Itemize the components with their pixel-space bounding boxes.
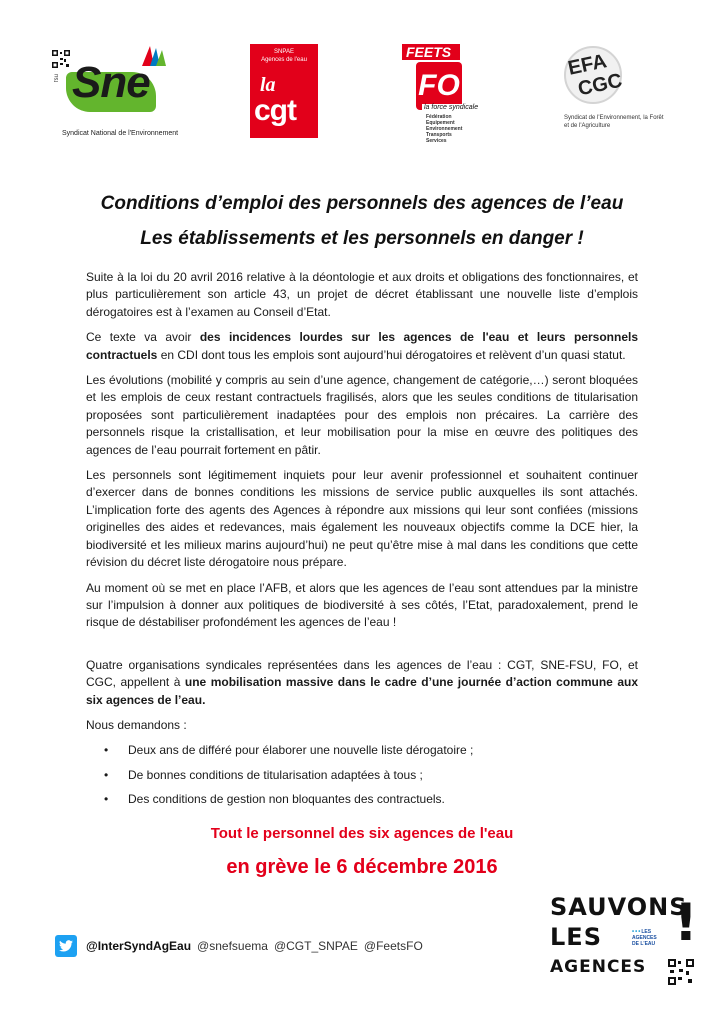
efa-caption: Syndicat de l'Environnement, la Forêt et de l'Agriculture — [564, 115, 664, 129]
union-logos — [0, 40, 724, 144]
campaign-logo — [550, 893, 700, 993]
demands-list — [104, 742, 638, 808]
feets-info: Fédération Equipement Environnement Transports Services — [426, 114, 463, 144]
strike-date: en grève le 6 décembre 2016 — [226, 856, 498, 878]
twitter-handle[interactable]: @FeetsFO — [363, 939, 423, 953]
document-title: Conditions d’emploi des personnels des agences de l’eau — [100, 193, 624, 214]
fo-slogan: la force syndicale — [424, 104, 479, 111]
list-item: • Des conditions de gestion non bloquantes des contractuels. — [104, 791, 638, 808]
sne-side-text: fsu — [54, 74, 60, 83]
spacer — [86, 640, 638, 657]
agences-eau-mini-logo: •••LES AGENCES DE L'EAU — [632, 929, 657, 947]
sne-logo — [52, 44, 179, 140]
fo-wordmark: FO — [416, 62, 462, 110]
cgt-top-text: SNPAE Agences de l'eau — [261, 49, 307, 63]
exclamation-mark: ! — [674, 893, 698, 953]
cgt-wordmark: cgt — [254, 94, 296, 127]
campaign-line: LES — [550, 923, 602, 951]
paragraph: Quatre organisations syndicales représentées dans les agences de l’eau : CGT, SNE-FSU, FO, et CGC, appellent à une mobilisation massive dans le cadre d’une journée d’action commune aux six agences de l’eau. — [86, 657, 639, 707]
qr-code-icon — [52, 50, 70, 68]
efa-wordmark: EFA — [566, 50, 609, 80]
paragraph: Les évolutions (mobilité y compris au sein d’une agence, changement de catégorie,…) seront bloquées et les emplois de ceux restant contractuels fragilisés, alors que les seules conditions de titularisation proposées sont particulièrement inadaptées pour des emplois non précaires. La carrière des personnels risque la cristallisation, et leur mobilisation pour la mise en œuvre des politiques des agences de l’eau pourrait fortement en pâtir. — [86, 373, 638, 457]
list-item: • Deux ans de différé pour élaborer une nouvelle liste dérogatoire ; — [104, 742, 638, 759]
paragraph: Suite à la loi du 20 avril 2016 relative à la déontologie et aux droits et obligations des fonctionnaires, et plus particulièrement son article 43, un projet de décret établissant une nouvelle liste d’emplois dérogatoires est à l’examen au Conseil d’Etat. — [86, 270, 638, 319]
cgc-wordmark: CGC — [576, 69, 625, 101]
emphasis: une mobilisation massive dans le cadre d’une journée d’action commune aux six agences de l’eau. — [86, 675, 639, 707]
sne-wordmark: Sne — [72, 58, 150, 107]
emphasis: des incidences lourdes sur les agences de l'eau et leurs personnels contractuels — [86, 330, 639, 362]
document-body — [86, 269, 638, 816]
document-subtitle: Les établissements et les personnels en danger ! — [140, 228, 584, 249]
paragraph: Les personnels sont légitimement inquiets pour leur avenir professionnel et souhaitent continuer d’exercer dans de bonnes conditions les missions de service public auxquelles ils sont attachés. L’implication forte des agents des Agences à répondre aux missions qui leur sont confiées (missions originelles des aides et redevances, mais également les nouveaux objectifs comme la DCE hier, la biodiversité et les milieux marins aujourd’hui) ne peut qu’être mise à mal dans les conditions que cette révision du décret liste dérogatoire nous prépare. — [86, 468, 638, 570]
feets-fo-logo — [402, 44, 482, 144]
twitter-icon[interactable] — [55, 935, 77, 957]
qr-code-icon[interactable] — [668, 959, 694, 985]
twitter-handle[interactable]: @snefsuema — [197, 939, 268, 953]
list-item: • De bonnes conditions de titularisation adaptées à tous ; — [104, 767, 638, 784]
social-handles — [55, 934, 429, 958]
campaign-line: AGENCES — [550, 957, 647, 977]
paragraph: Au moment où se met en place l’AFB, et alors que les agences de l’eau sont attendues par la ministre sur l’impulsion à donner aux politiques de biodiversité à ses côtés, l’Etat, paradoxalement, prend le risque de déstabiliser profondément les agences de l’eau ! — [86, 580, 638, 630]
cgt-logo — [250, 44, 318, 138]
sne-caption: Syndicat National de l'Environnement — [62, 130, 179, 137]
strike-callout: Tout le personnel des six agences de l'eau — [210, 825, 514, 842]
paragraph: Ce texte va avoir des incidences lourdes sur les agences de l'eau et leurs personnels contractuels en CDI dont tous les emplois sont aujourd’hui dérogatoires et relèvent d’un quasi statut. — [86, 330, 639, 362]
campaign-line: SAUVONS — [550, 893, 688, 921]
feets-label: FEETS — [402, 44, 460, 60]
twitter-handle[interactable]: @CGT_SNPAE — [273, 939, 358, 953]
cgt-la: la — [260, 74, 276, 96]
twitter-handle[interactable]: @InterSyndAgEau — [86, 939, 192, 953]
efa-cgc-logo — [560, 46, 670, 140]
demands-intro: Nous demandons : — [86, 717, 187, 732]
